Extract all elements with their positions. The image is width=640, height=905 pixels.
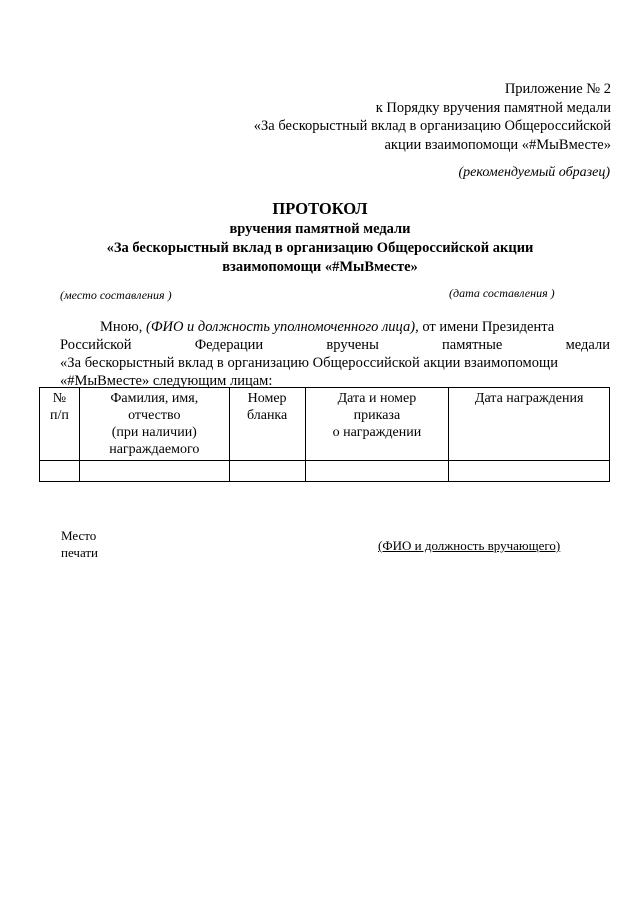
- table-cell: [40, 461, 80, 482]
- sample-note: (рекомендуемый образец): [458, 165, 610, 180]
- appendix-line: к Порядку вручения памятной медали: [375, 99, 611, 116]
- document-title: [40, 198, 600, 277]
- body-word: Российской: [60, 337, 132, 353]
- stamp-place-label: Место печати: [61, 528, 99, 560]
- body-text-suffix: , от имени Президента: [415, 319, 555, 335]
- table-row: [40, 461, 610, 482]
- signer-label: (ФИО и должность вручающего): [378, 538, 561, 553]
- appendix-line: акции взаимопомощи «#МыВместе»: [384, 136, 611, 153]
- body-word: памятные: [442, 337, 503, 353]
- authorized-person-placeholder: (ФИО и должность уполномоченного лица): [146, 319, 416, 335]
- appendix-line: Приложение № 2: [504, 81, 611, 97]
- appendix-block: [254, 80, 611, 154]
- title-main: ПРОТОКОЛ: [272, 199, 368, 218]
- title-line: «За бескорыстный вклад в организацию Общероссийской акции: [106, 240, 534, 256]
- body-word: вручены: [326, 337, 379, 353]
- title-line: взаимопомощи «#МыВместе»: [222, 259, 418, 275]
- header-order-date-number: Дата и номер приказа о награждении: [305, 388, 449, 461]
- header-full-name: Фамилия, имя, отчество (при наличии) награждаемого: [79, 388, 229, 461]
- body-line-1: [60, 318, 610, 336]
- body-paragraph: [60, 318, 610, 390]
- header-form-number: Номер бланка: [229, 388, 305, 461]
- date-label: (дата составления ): [449, 286, 555, 300]
- body-line-2: [60, 336, 610, 354]
- table-cell: [449, 461, 610, 482]
- table-header-row: [40, 388, 610, 461]
- header-award-date: Дата награждения: [449, 388, 610, 461]
- appendix-line: «За бескорыстный вклад в организацию Общероссийской: [253, 118, 611, 134]
- awards-table: [39, 387, 610, 482]
- table-cell: [79, 461, 229, 482]
- body-line-3: «За бескорыстный вклад в организацию Общероссийской акции взаимопомощи: [60, 355, 559, 371]
- table-cell: [305, 461, 449, 482]
- header-number: № п/п: [40, 388, 80, 461]
- body-text-prefix: Мною,: [100, 319, 146, 335]
- place-label: (место составления ): [60, 288, 172, 302]
- title-line: вручения памятной медали: [229, 221, 411, 237]
- body-line-4: «#МыВместе» следующим лицам:: [60, 373, 273, 389]
- body-word: Федерации: [194, 337, 264, 353]
- body-word: медали: [565, 337, 610, 353]
- table-cell: [229, 461, 305, 482]
